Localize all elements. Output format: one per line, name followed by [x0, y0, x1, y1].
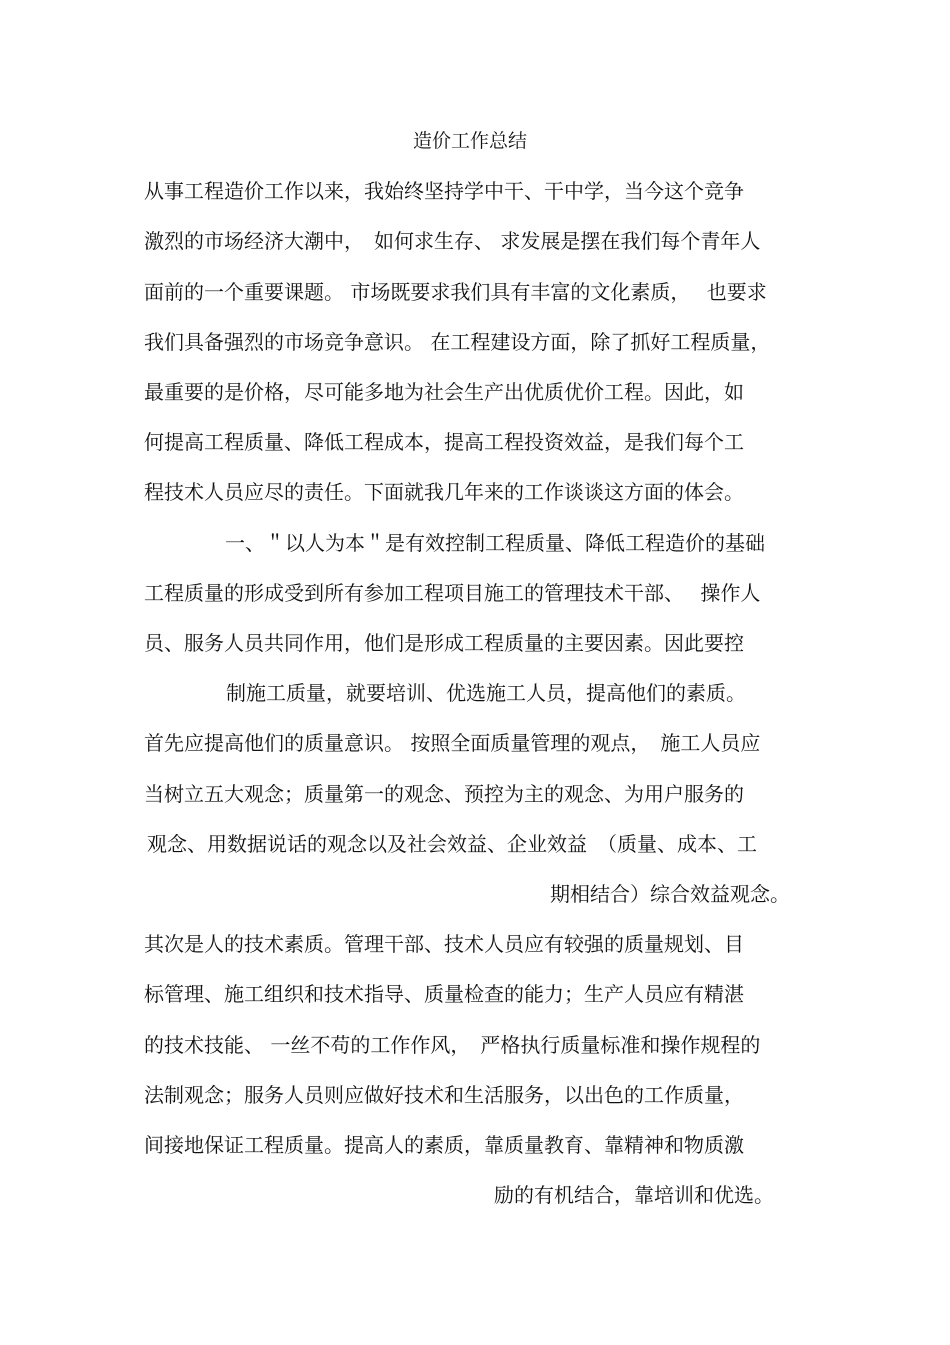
paragraph-line: 观念、用数据说话的观念以及社会效益、企业效益 （质量、成本、工: [147, 832, 757, 856]
paragraph-line: 面前的一个重要课题。 市场既要求我们具有丰富的文化素质， 也要求: [144, 280, 767, 304]
paragraph-line: 我们具备强烈的市场竞争意识。 在工程建设方面，除了抓好工程质量，: [144, 330, 771, 354]
paragraph-line: 何提高工程质量、降低工程成本，提高工程投资效益，是我们每个工: [144, 430, 744, 454]
paragraph-line: 从事工程造价工作以来，我始终坚持学中干、干中学，当今这个竞争: [144, 179, 744, 203]
paragraph-line: 当树立五大观念；质量第一的观念、预控为主的观念、为用户服务的: [144, 782, 744, 806]
paragraph-line: 工程质量的形成受到所有参加工程项目施工的管理技术干部、 操作人: [144, 581, 761, 605]
document-title: 造价工作总结: [412, 130, 527, 152]
paragraph-line: 激烈的市场经济大潮中， 如何求生存、 求发展是摆在我们每个青年人: [144, 229, 761, 253]
paragraph-line: 期相结合）综合效益观念。: [550, 882, 790, 906]
paragraph-line: 励的有机结合，靠培训和优选。: [494, 1183, 774, 1207]
paragraph-line: 首先应提高他们的质量意识。 按照全面质量管理的观点， 施工人员应: [144, 731, 761, 755]
paragraph-line: 间接地保证工程质量。提高人的素质，靠质量教育、靠精神和物质激: [144, 1133, 744, 1157]
paragraph-line: 法制观念；服务人员则应做好技术和生活服务，以出色的工作质量，: [144, 1083, 744, 1107]
paragraph-line: 制施工质量，就要培训、优选施工人员，提高他们的素质。: [226, 681, 746, 705]
section-heading: 一、＂以人为本＂是有效控制工程质量、降低工程造价的基础: [225, 531, 765, 555]
paragraph-line: 标管理、施工组织和技术指导、质量检查的能力；生产人员应有精湛: [144, 982, 744, 1006]
paragraph-line: 的技术技能、 一丝不苟的工作作风， 严格执行质量标准和操作规程的: [144, 1033, 761, 1057]
paragraph-line: 程技术人员应尽的责任。下面就我几年来的工作谈谈这方面的体会。: [144, 480, 744, 504]
paragraph-line: 员、服务人员共同作用，他们是形成工程质量的主要因素。因此要控: [144, 631, 744, 655]
paragraph-line: 最重要的是价格，尽可能多地为社会生产出优质优价工程。因此，如: [144, 380, 744, 404]
paragraph-line: 其次是人的技术素质。管理干部、技术人员应有较强的质量规划、目: [144, 932, 744, 956]
